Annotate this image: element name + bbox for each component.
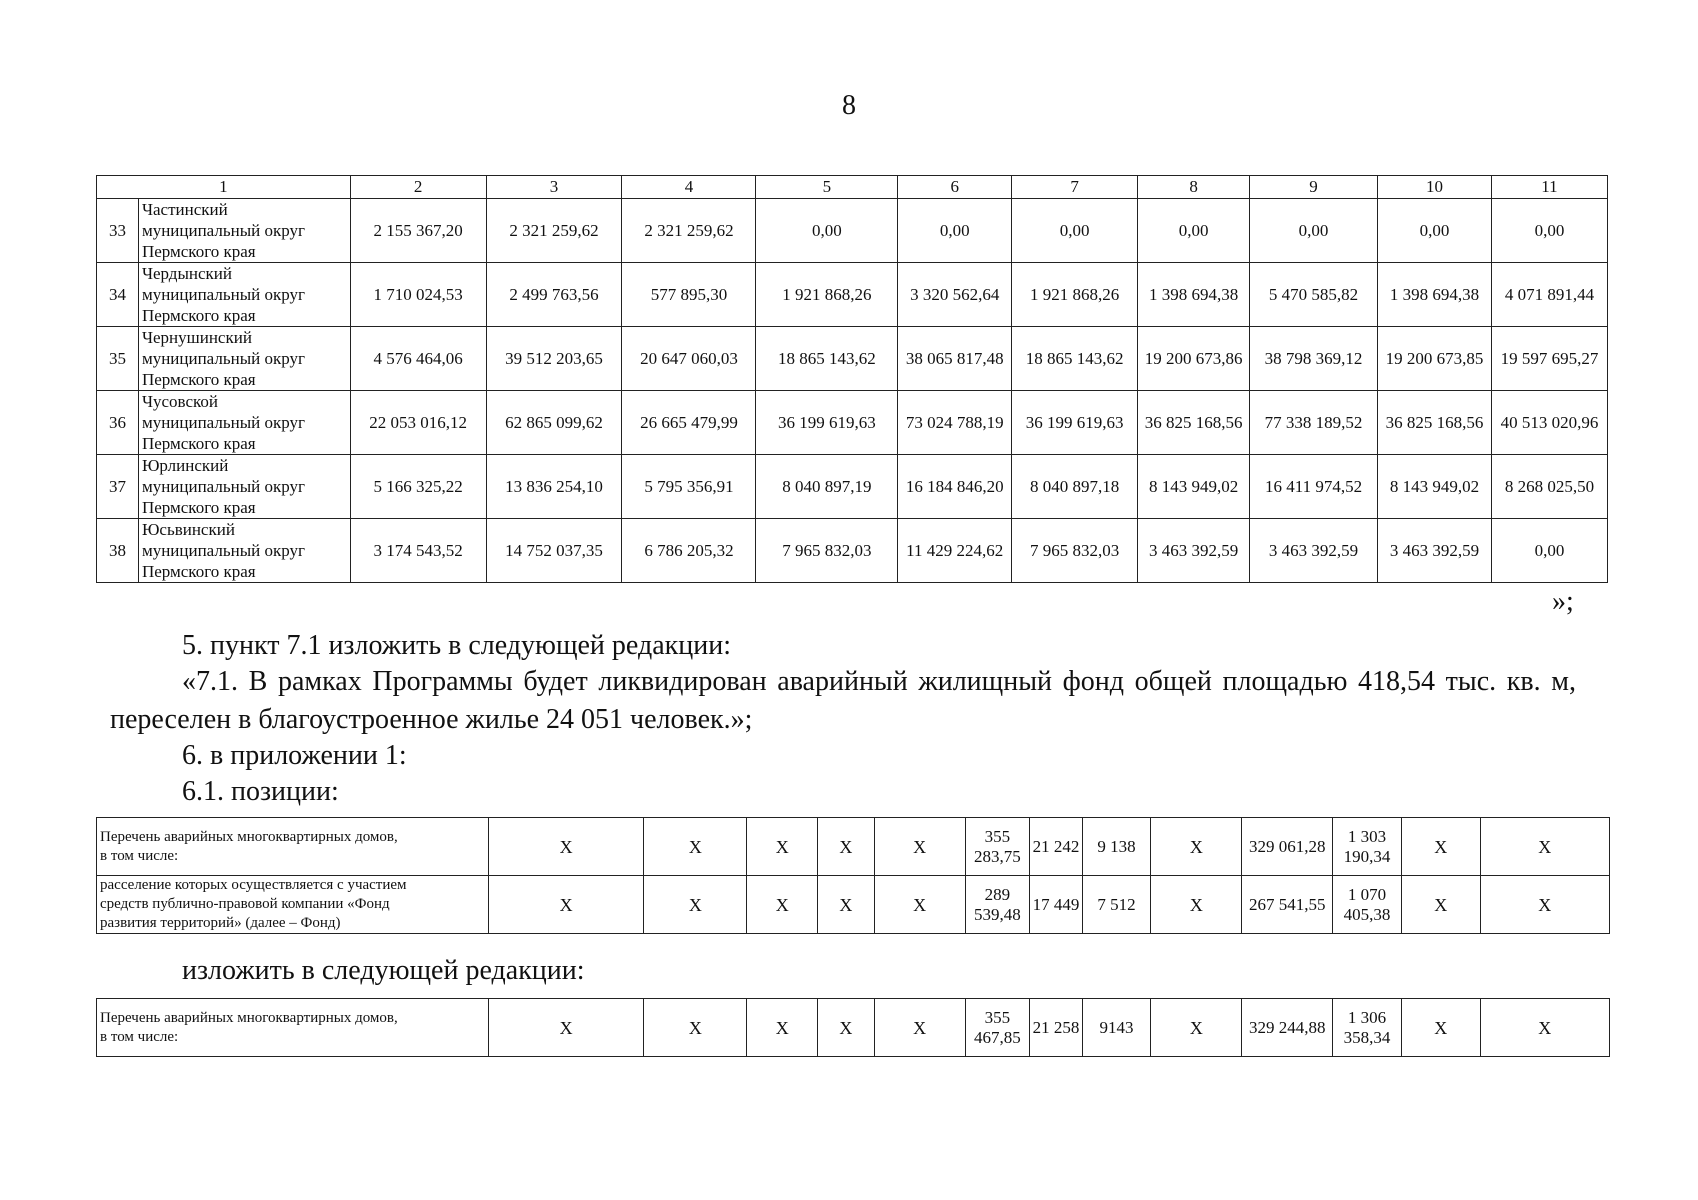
value-cell: 7 965 832,03 — [756, 519, 898, 583]
description-cell — [97, 999, 489, 1057]
table-row — [97, 391, 1608, 455]
area-line: 467,85 — [973, 1027, 1021, 1047]
row-number-cell: 33 — [97, 199, 139, 263]
description-line: Перечень аварийных многоквартирных домов, — [100, 828, 398, 845]
description-line: развития территорий» (далее – Фонд) — [100, 915, 341, 931]
value-cell: 19 200 673,85 — [1378, 327, 1492, 391]
x-mark-cell: X — [1151, 999, 1242, 1057]
x-mark-cell: X — [1480, 818, 1609, 876]
x-mark-cell: X — [747, 876, 818, 934]
value-cell: 16 411 974,52 — [1250, 455, 1378, 519]
value-cell: 6 786 205,32 — [622, 519, 756, 583]
value-cell: 18 865 143,62 — [756, 327, 898, 391]
area-cell — [965, 999, 1030, 1057]
header-cell: 1 — [97, 176, 351, 199]
municipality-name-line: Пермского края — [141, 434, 256, 453]
value-cell: 11 429 224,62 — [898, 519, 1012, 583]
municipality-name-line: муниципальный округ — [141, 349, 305, 368]
value-cell: 1 921 868,26 — [1012, 263, 1138, 327]
header-cell: 6 — [898, 176, 1012, 199]
value-cell: 36 825 168,56 — [1378, 391, 1492, 455]
value-cell: 13 836 254,10 — [486, 455, 622, 519]
x-mark-cell: X — [1401, 818, 1480, 876]
value-cell: 36 825 168,56 — [1138, 391, 1250, 455]
description-line: средств публично-правовой компании «Фонд — [100, 896, 390, 912]
municipality-name-cell — [138, 519, 350, 583]
x-mark-cell: X — [1151, 818, 1242, 876]
x-mark-cell: X — [747, 999, 818, 1057]
x-mark-cell: X — [644, 818, 747, 876]
value-cell: 8 143 949,02 — [1378, 455, 1492, 519]
value-cell: 73 024 788,19 — [898, 391, 1012, 455]
value-cell: 9 138 — [1082, 818, 1151, 876]
value-cell: 267 541,55 — [1242, 876, 1333, 934]
value-cell: 19 597 695,27 — [1491, 327, 1607, 391]
municipality-name-cell — [138, 263, 350, 327]
x-mark-cell: X — [1151, 876, 1242, 934]
item-7-1-line-2: переселен в благоустроенное жилье 24 051 человек.»; — [110, 704, 753, 735]
table-row — [97, 327, 1608, 391]
value-cell: 0,00 — [1250, 199, 1378, 263]
x-mark-cell: X — [644, 999, 747, 1057]
municipality-name-line: Пермского края — [141, 370, 256, 389]
header-cell: 3 — [486, 176, 622, 199]
municipality-name-cell — [138, 391, 350, 455]
value-cell: 1 710 024,53 — [350, 263, 486, 327]
value-cell: 2 155 367,20 — [350, 199, 486, 263]
municipal-funding-table — [96, 175, 1608, 583]
area-cell — [965, 876, 1030, 934]
description-line: расселение которых осуществляется с участием — [100, 877, 407, 893]
item-6-text: 6. в приложении 1: — [182, 740, 407, 771]
x-mark-cell: X — [488, 999, 644, 1057]
value-cell: 3 463 392,59 — [1250, 519, 1378, 583]
x-mark-cell: X — [488, 818, 644, 876]
header-cell: 5 — [756, 176, 898, 199]
header-cell: 8 — [1138, 176, 1250, 199]
x-mark-cell: X — [1480, 876, 1609, 934]
area-cell — [965, 818, 1030, 876]
header-cell: 11 — [1491, 176, 1607, 199]
value-cell: 8 040 897,18 — [1012, 455, 1138, 519]
table-row — [97, 999, 1610, 1057]
value-cell: 21 258 — [1030, 999, 1083, 1057]
description-cell — [97, 876, 489, 934]
value-cell: 26 665 479,99 — [622, 391, 756, 455]
value-cell: 38 798 369,12 — [1250, 327, 1378, 391]
value-cell: 1 398 694,38 — [1138, 263, 1250, 327]
value-cell: 2 321 259,62 — [622, 199, 756, 263]
x-mark-cell: X — [874, 818, 965, 876]
x-mark-cell: X — [818, 818, 875, 876]
value-cell: 9143 — [1082, 999, 1151, 1057]
value-cell: 8 040 897,19 — [756, 455, 898, 519]
value-cell: 36 199 619,63 — [1012, 391, 1138, 455]
value-cell: 329 244,88 — [1242, 999, 1333, 1057]
value-cell: 18 865 143,62 — [1012, 327, 1138, 391]
municipality-name-line: Пермского края — [141, 562, 256, 581]
value-cell: 7 965 832,03 — [1012, 519, 1138, 583]
value-cell: 1 921 868,26 — [756, 263, 898, 327]
value-line: 190,34 — [1343, 846, 1391, 866]
value-cell: 16 184 846,20 — [898, 455, 1012, 519]
value-line: 1 306 — [1347, 1007, 1387, 1027]
value-cell: 1 398 694,38 — [1378, 263, 1492, 327]
value-cell: 2 321 259,62 — [486, 199, 622, 263]
new-edition-text: изложить в следующей редакции: — [182, 955, 585, 986]
area-line: 283,75 — [973, 846, 1021, 866]
table-row — [97, 876, 1610, 934]
description-line: Перечень аварийных многоквартирных домов, — [100, 1009, 398, 1026]
value-cell: 0,00 — [1491, 519, 1607, 583]
value-cell: 0,00 — [756, 199, 898, 263]
value-cell: 22 053 016,12 — [350, 391, 486, 455]
value-cell: 4 576 464,06 — [350, 327, 486, 391]
header-cell: 2 — [350, 176, 486, 199]
row-number-cell: 37 — [97, 455, 139, 519]
value-cell: 0,00 — [1491, 199, 1607, 263]
value-cell: 38 065 817,48 — [898, 327, 1012, 391]
area-line: 355 — [984, 826, 1011, 846]
municipality-name-line: Пермского края — [141, 498, 256, 517]
value-cell: 5 795 356,91 — [622, 455, 756, 519]
municipality-name-line: муниципальный округ — [141, 221, 305, 240]
municipality-name-line: Чердынский — [141, 264, 232, 283]
value-cell: 19 200 673,86 — [1138, 327, 1250, 391]
value-line: 358,34 — [1343, 1027, 1391, 1047]
x-mark-cell: X — [818, 876, 875, 934]
value-cell: 4 071 891,44 — [1491, 263, 1607, 327]
x-mark-cell: X — [1401, 876, 1480, 934]
value-cell — [1333, 876, 1402, 934]
municipality-name-line: Пермского края — [141, 242, 256, 261]
header-cell: 4 — [622, 176, 756, 199]
area-line: 539,48 — [973, 904, 1021, 924]
municipality-name-line: Чернушинский — [141, 328, 252, 347]
description-cell — [97, 818, 489, 876]
value-cell: 20 647 060,03 — [622, 327, 756, 391]
positions-table-old — [96, 817, 1610, 934]
area-line: 289 — [984, 884, 1011, 904]
value-cell: 3 320 562,64 — [898, 263, 1012, 327]
municipality-name-line: Юсьвинский — [141, 520, 235, 539]
value-cell: 7 512 — [1082, 876, 1151, 934]
value-cell: 77 338 189,52 — [1250, 391, 1378, 455]
value-cell: 39 512 203,65 — [486, 327, 622, 391]
value-cell: 0,00 — [1138, 199, 1250, 263]
municipality-name-cell — [138, 327, 350, 391]
row-number-cell: 36 — [97, 391, 139, 455]
x-mark-cell: X — [488, 876, 644, 934]
value-cell: 3 463 392,59 — [1378, 519, 1492, 583]
closing-quote: »; — [1552, 586, 1574, 617]
municipality-name-line: муниципальный округ — [141, 541, 305, 560]
positions-table-new — [96, 998, 1610, 1057]
table-row — [97, 199, 1608, 263]
value-cell — [1333, 999, 1402, 1057]
value-cell: 3 174 543,52 — [350, 519, 486, 583]
value-line: 1 070 — [1347, 884, 1387, 904]
value-cell: 0,00 — [898, 199, 1012, 263]
value-cell: 62 865 099,62 — [486, 391, 622, 455]
value-cell: 17 449 — [1030, 876, 1083, 934]
table-row — [97, 263, 1608, 327]
item-6-1-text: 6.1. позиции: — [182, 776, 339, 807]
x-mark-cell: X — [1480, 999, 1609, 1057]
value-cell: 8 143 949,02 — [1138, 455, 1250, 519]
municipality-name-line: муниципальный округ — [141, 285, 305, 304]
row-number-cell: 35 — [97, 327, 139, 391]
x-mark-cell: X — [874, 876, 965, 934]
municipality-name-line: Юрлинский — [141, 456, 229, 475]
header-cell: 7 — [1012, 176, 1138, 199]
value-cell: 5 166 325,22 — [350, 455, 486, 519]
value-cell: 329 061,28 — [1242, 818, 1333, 876]
item-5-text: 5. пункт 7.1 изложить в следующей редакции: — [182, 630, 731, 661]
value-cell: 2 499 763,56 — [486, 263, 622, 327]
description-line: в том числе: — [100, 1028, 179, 1045]
municipality-name-line: муниципальный округ — [141, 477, 305, 496]
value-line: 1 303 — [1347, 826, 1387, 846]
table-header-row — [97, 176, 1608, 199]
table-row — [97, 455, 1608, 519]
value-cell: 40 513 020,96 — [1491, 391, 1607, 455]
row-number-cell: 34 — [97, 263, 139, 327]
value-line: 405,38 — [1343, 904, 1391, 924]
description-line: в том числе: — [100, 847, 179, 864]
header-cell: 10 — [1378, 176, 1492, 199]
row-number-cell: 38 — [97, 519, 139, 583]
value-cell: 0,00 — [1378, 199, 1492, 263]
value-cell: 14 752 037,35 — [486, 519, 622, 583]
header-cell: 9 — [1250, 176, 1378, 199]
x-mark-cell: X — [1401, 999, 1480, 1057]
x-mark-cell: X — [818, 999, 875, 1057]
table-row — [97, 818, 1610, 876]
x-mark-cell: X — [747, 818, 818, 876]
municipality-name-line: Чусовской — [141, 392, 218, 411]
x-mark-cell: X — [874, 999, 965, 1057]
value-cell: 3 463 392,59 — [1138, 519, 1250, 583]
item-7-1-line-1: «7.1. В рамках Программы будет ликвидирован аварийный жилищный фонд общей площадью 418,54 тыс. кв. м, — [182, 666, 1576, 697]
value-cell: 577 895,30 — [622, 263, 756, 327]
municipality-name-line: Пермского края — [141, 306, 256, 325]
value-cell: 21 242 — [1030, 818, 1083, 876]
value-cell: 0,00 — [1012, 199, 1138, 263]
municipality-name-cell — [138, 199, 350, 263]
municipality-name-line: Частинский — [141, 200, 228, 219]
table-row — [97, 519, 1608, 583]
value-cell: 36 199 619,63 — [756, 391, 898, 455]
x-mark-cell: X — [644, 876, 747, 934]
value-cell: 5 470 585,82 — [1250, 263, 1378, 327]
value-cell: 8 268 025,50 — [1491, 455, 1607, 519]
area-line: 355 — [984, 1007, 1011, 1027]
municipality-name-line: муниципальный округ — [141, 413, 305, 432]
value-cell — [1333, 818, 1402, 876]
municipality-name-cell — [138, 455, 350, 519]
page-number: 8 — [842, 90, 856, 121]
